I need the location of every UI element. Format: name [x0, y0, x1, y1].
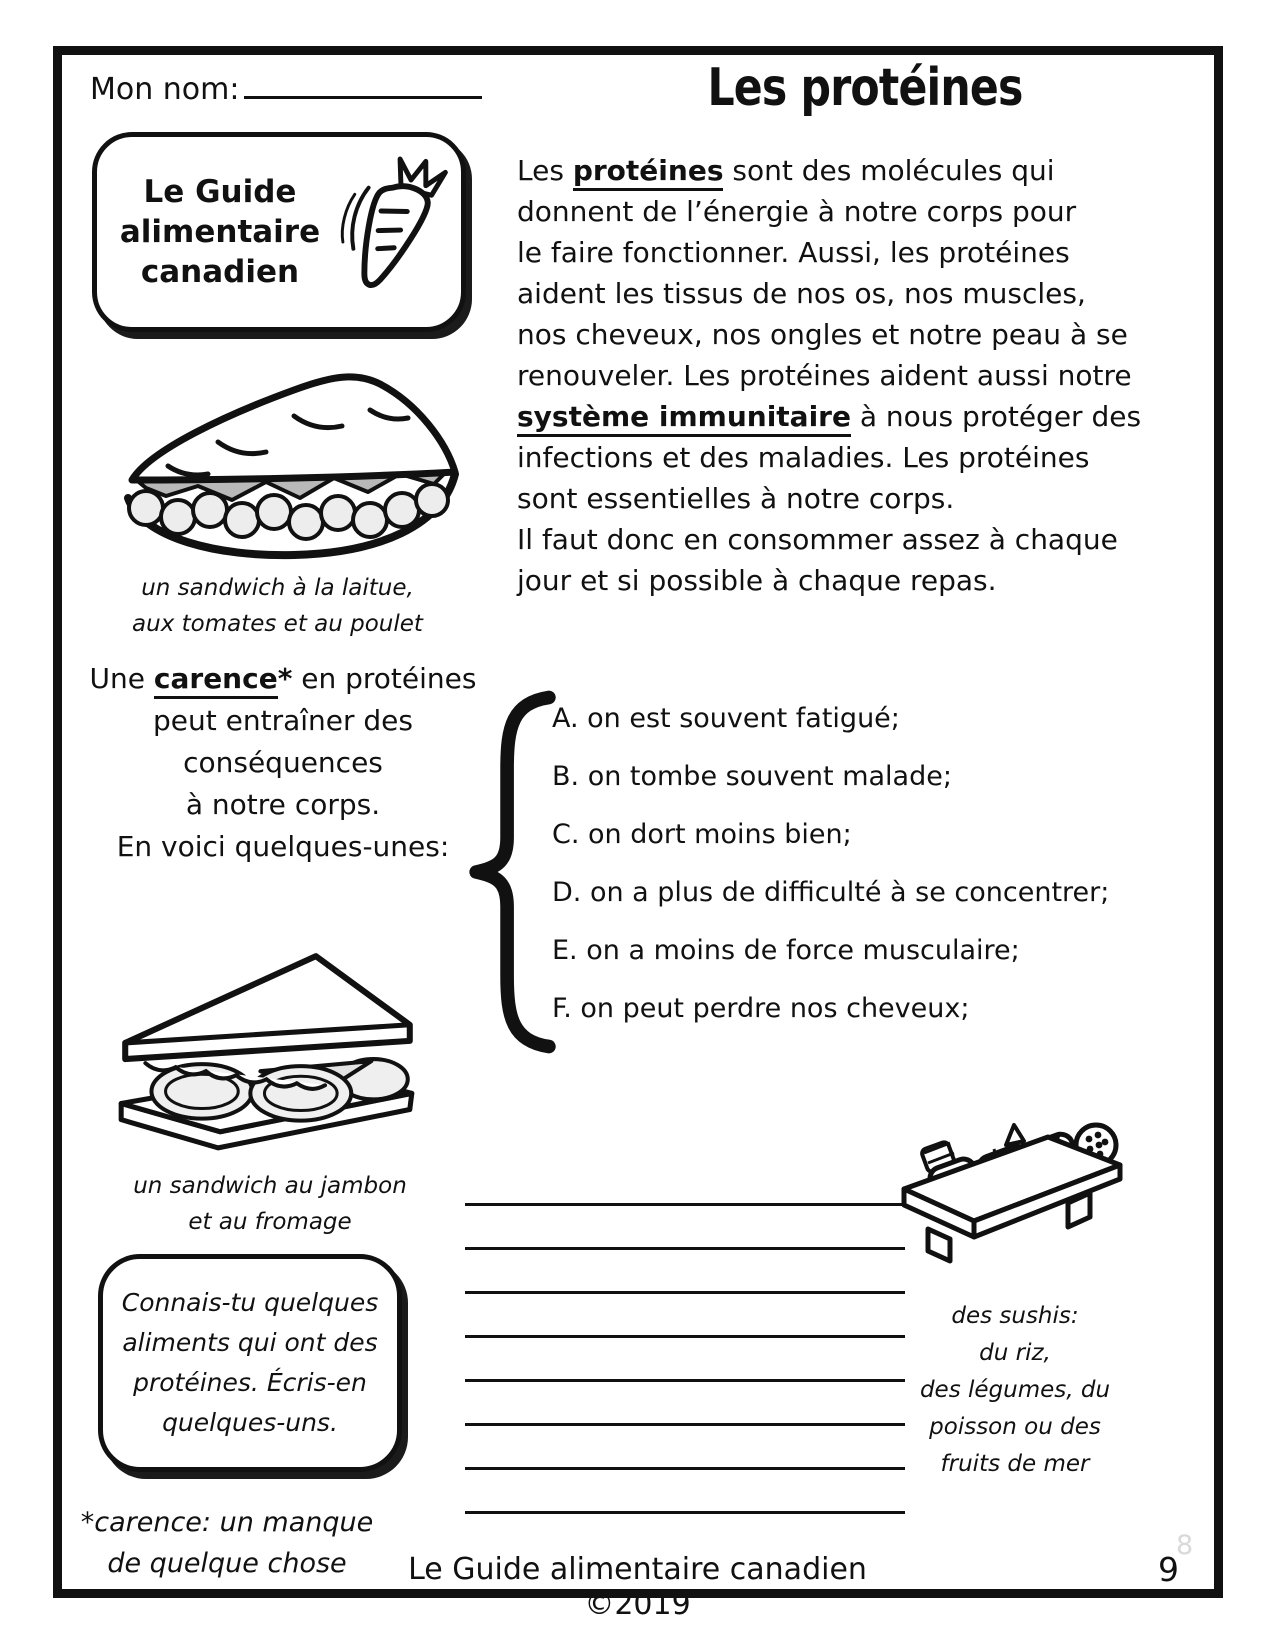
consequences-list: [552, 704, 1177, 1052]
text-run: à notre corps.: [185, 788, 381, 821]
consequence-item: D. on a plus de difficulté à se concentrer;: [552, 877, 1110, 908]
food-guide-box: [92, 132, 466, 332]
text-run: carence: [154, 662, 278, 699]
curly-brace: [458, 676, 558, 1068]
text-run: le faire fonctionner. Aussi, les protéines: [517, 236, 1070, 269]
sub-sandwich-illustration: [98, 350, 486, 565]
text-run: protéines: [573, 154, 724, 191]
answer-line[interactable]: [465, 1379, 905, 1423]
text-run: Les: [517, 154, 573, 187]
page-title: Les protéines: [707, 58, 1023, 118]
consequence-item: E. on a moins de force musculaire;: [552, 935, 1020, 966]
question-box-text: Connais-tu quelques aliments qui ont des protéines. Écris-en quelques-uns.: [121, 1288, 379, 1437]
consequence-item: B. on tombe souvent malade;: [552, 761, 952, 792]
food-guide-title: Le Guide alimentaire canadien: [119, 174, 321, 290]
consequence-item: F. on peut perdre nos cheveux;: [552, 993, 970, 1024]
ghost-page-number: 8: [1176, 1530, 1194, 1561]
text-run: à nous protéger des: [850, 400, 1142, 433]
text-run: aident les tissus de nos os, nos muscles,: [517, 277, 1086, 310]
answer-line[interactable]: [465, 1511, 905, 1555]
deficiency-paragraph: [88, 658, 478, 868]
sushi-caption: des sushis: du riz, des légumes, du poisson ou des fruits de mer: [919, 1303, 1111, 1477]
consequence-item: A. on est souvent fatigué;: [552, 703, 900, 734]
text-run: donnent de l’énergie à notre corps pour: [517, 195, 1077, 228]
consequence-item: C. on dort moins bien;: [552, 819, 852, 850]
club-sandwich-illustration: [108, 940, 428, 1162]
sub-sandwich-caption: un sandwich à la laitue, aux tomates et au poulet: [132, 575, 423, 637]
text-run: nos cheveux, nos ongles et notre peau à se: [517, 318, 1128, 351]
answer-line[interactable]: [465, 1423, 905, 1467]
answer-line[interactable]: [465, 1203, 905, 1247]
text-run: sont essentielles à notre corps.: [517, 482, 955, 515]
name-row: [90, 70, 482, 107]
text-run: Une: [89, 662, 154, 695]
text-run: en protéines: [292, 662, 477, 695]
text-run: Il faut donc en consommer assez à chaque: [517, 523, 1118, 556]
text-run: conséquences: [183, 746, 383, 779]
page-number: 9: [1158, 1550, 1179, 1589]
text-run: renouveler. Les protéines aident aussi notre: [517, 359, 1132, 392]
text-run: En voici quelques-unes:: [116, 830, 450, 863]
answer-line[interactable]: [465, 1247, 905, 1291]
text-run: système immunitaire: [517, 400, 851, 437]
text-run: jour et si possible à chaque repas.: [517, 564, 997, 597]
question-box: [98, 1254, 402, 1472]
answer-line[interactable]: [465, 1335, 905, 1379]
answer-line[interactable]: [465, 1291, 905, 1335]
footer-text: Le Guide alimentaire canadien ©2019: [408, 1552, 867, 1622]
answer-line[interactable]: [465, 1467, 905, 1511]
text-run: *: [277, 662, 293, 695]
text-run: sont des molécules qui: [723, 154, 1055, 187]
intro-paragraph: [517, 150, 1182, 601]
text-run: infections et des maladies. Les protéines: [517, 441, 1090, 474]
name-label: Mon nom:: [90, 72, 240, 107]
answer-lines: [465, 1203, 905, 1555]
sushi-illustration: [890, 1100, 1135, 1292]
carence-footnote: *carence: un manque de quelque chose: [80, 1507, 374, 1579]
name-blank-line[interactable]: [244, 70, 482, 99]
club-sandwich-caption: un sandwich au jambon et au fromage: [133, 1173, 407, 1235]
carrot-icon: [333, 152, 451, 312]
text-run: peut entraîner des: [153, 704, 413, 737]
